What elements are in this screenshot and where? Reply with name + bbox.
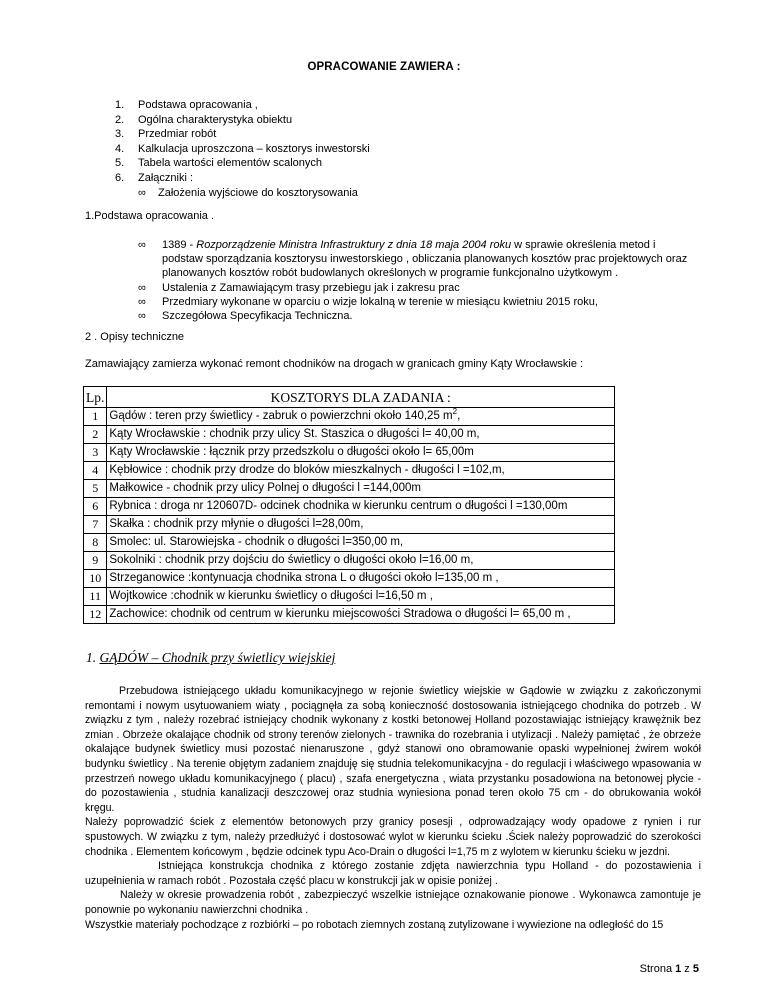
- list-item: ∞ Przedmiary wykonane w oparciu o wizje lokalną w terenie w miesiącu kwietniu 2015 roku,: [138, 295, 598, 308]
- table-row: 8 Smolec: ul. Starowiejska - chodnik o długości l=350,00 m,: [84, 534, 615, 552]
- contents-list: [115, 98, 370, 200]
- list-item: ∞ Ustalenia z Zamawiającym trasy przebiegu jak i zakresu prac: [138, 281, 460, 294]
- list-item: ∞ 1389 - Rozporządzenie Ministra Infrastruktury z dnia 18 maja 2004 roku w sprawie określenia metod i podstaw sporządzania kosztorysu inwestorskiego , obliczania planowanych kosztów prac projektowych oraz planowanych kosztów robót budowlanych określonych w programie funkcjonalno użytkowym .: [138, 239, 688, 280]
- total-pages-number: 5: [692, 963, 699, 975]
- list-item: 4. Kalkulacja uproszczona – kosztorys inwestorski: [115, 142, 370, 155]
- table-row: 5 Małkowice - chodnik przy ulicy Polnej o długości l =144,000m: [84, 480, 615, 498]
- infinity-bullet-icon: ∞: [138, 295, 146, 308]
- regulation-title: Rozporządzenie Ministra Infrastruktury z dnia 18 maja 2004 roku: [196, 239, 512, 251]
- header-lp: Lp.: [84, 387, 107, 408]
- infinity-bullet-icon: ∞: [138, 239, 146, 251]
- page-title: OPRACOWANIE ZAWIERA :: [307, 61, 461, 73]
- section1-body: [85, 684, 701, 932]
- table-row: 3 Kąty Wrocławskie : łącznik przy przedszkolu o długości około l= 65,00m: [84, 444, 615, 462]
- table-row: 11 Wojtkowice :chodnik w kierunku świetlicy o długości l=16,50 m ,: [84, 588, 615, 606]
- paragraph: Istniejąca konstrukcja chodnika z którego zostanie zdjęta nawierzchnia typu Holland - do pozostawienia i uzupełnienia w ramach robót . Pozostała część placu w konstrukcji jak w opisie poniżej .: [85, 860, 701, 887]
- table-row: 6 Rybnica : droga nr 120607D- odcinek chodnika w kierunku centrum o długości l =130,00m: [84, 498, 615, 516]
- table-row: 4 Kębłowice : chodnik przy drodze do bloków mieszkalnych - długości l =102,m,: [84, 462, 615, 480]
- table-row: 1 Gądów : teren przy świetlicy - zabruk o powierzchni około 140,25 $m^2$,: [84, 408, 615, 426]
- cost-table: [83, 386, 615, 624]
- table-row: 12 Zachowice: chodnik od centrum w kierunku miejscowości Stradowa o długości l= 65,00 m ,: [84, 606, 615, 624]
- basis-list: [138, 238, 698, 323]
- paragraph: Należy poprowadzić ściek z elementów betonowych przy granicy posesji , odprowadzający wody opadowe z rynien i rur spustowych. W związku z tym, należy przedłużyć i dostosować wylot w kierunku ścieku .Ściek należy poprowadzić do szerokości chodnika . Elementem końcowym , będzie odcinek typu Aco-Drain o długości l=1,75 m z wylotem w kierunku ścieku w jezdni.: [85, 816, 701, 858]
- table-row: 7 Skałka : chodnik przy młynie o długości l=28,00m,: [84, 516, 615, 534]
- infinity-bullet-icon: ∞: [138, 310, 146, 323]
- table-row: 9 Sokolniki : chodnik przy dojściu do świetlicy o długości około l=16,00 m,: [84, 552, 615, 570]
- list-item: ∞ Szczegółowa Specyfikacja Techniczna.: [138, 310, 353, 323]
- infinity-bullet-icon: ∞: [138, 281, 146, 294]
- section1-heading: 1. GĄDÓW – Chodnik przy świetlicy wiejskiej: [86, 650, 336, 665]
- infinity-bullet-icon: ∞: [138, 186, 146, 199]
- current-page-number: 1: [675, 963, 682, 975]
- list-item: 5. Tabela wartości elementów scalonych: [115, 157, 323, 170]
- basis-heading: 1.Podstawa opracowania .: [85, 210, 215, 222]
- paragraph: Należy w okresie prowadzenia robót , zabezpieczyć wszelkie istniejące oznakowanie pionowe . Wykonawca zamontuje je ponownie po wykonaniu nawierzchni chodnika .: [85, 889, 701, 916]
- section2-heading: 2 . Opisy techniczne: [85, 331, 185, 343]
- table-row: 2 Kąty Wrocławskie : chodnik przy ulicy St. Staszica o długości l= 40,00 m,: [84, 426, 615, 444]
- list-item: 1. Podstawa opracowania ,: [115, 99, 258, 111]
- page-footer: Strona 1 z 5: [639, 963, 699, 975]
- header-title: KOSZTORYS DLA ZADANIA :: [107, 387, 615, 408]
- intro-text: Zamawiający zamierza wykonać remont chodników na drogach w granicach gminy Kąty Wrocławskie :: [85, 358, 584, 370]
- attachment-subitem: ∞ Założenia wyjściowe do kosztorysowania: [138, 186, 358, 199]
- table-header-row: [84, 387, 615, 408]
- list-item: 2. Ogólna charakterystyka obiektu: [115, 113, 293, 126]
- list-item: 3. Przedmiar robót: [115, 128, 217, 141]
- list-item: 6. Załączniki :: [115, 171, 194, 184]
- table-row: 10 Strzeganowice :kontynuacja chodnika strona L o długości około l=135,00 m ,: [84, 570, 615, 588]
- paragraph: Wszystkie materiały pochodzące z rozbiórki – po robotach ziemnych zostaną zutylizowane i wywiezione na odległość do 15: [85, 918, 664, 931]
- paragraph: Przebudowa istniejącego układu komunikacyjnego w rejonie świetlicy wiejskie w Gądowie w związku z zakończonymi remontami i nowym usytuowaniem wiaty , pociągnęła za sobą konieczność dostosowania istniejącego chodnika do potrzeb . W związku z tym , należy rozebrać istniejący chodnik wykonany z kostki betonowej Holland pozostawiając istniejący krawężnik bez zmian . Obrzeże okalające chodnik od strony terenów zielonych - trawnika do rozebrania i utylizacji . Należy pamiętać , że obrzeże okalające budynek świetlicy musi pozostać nienaruszone , gdyż stanowi ono obramowanie opaski wypełnionej żwirem wokół budynku świetlicy . Na terenie objętym zadaniem znajduję się studnia telekomunikacyjna - do regulacji i właściwego wpasowania w przestrzeń nowego układu komunikacyjnego ( placu) , szafa energetyczna , wiata przystanku posadowiona na betonowej płycie - do pozostawienia , studnia kanalizacji deszczowej oraz studnia wyniesiona ponad teren około 75 cm - do obrukowania wokół kręgu.: [85, 685, 701, 814]
